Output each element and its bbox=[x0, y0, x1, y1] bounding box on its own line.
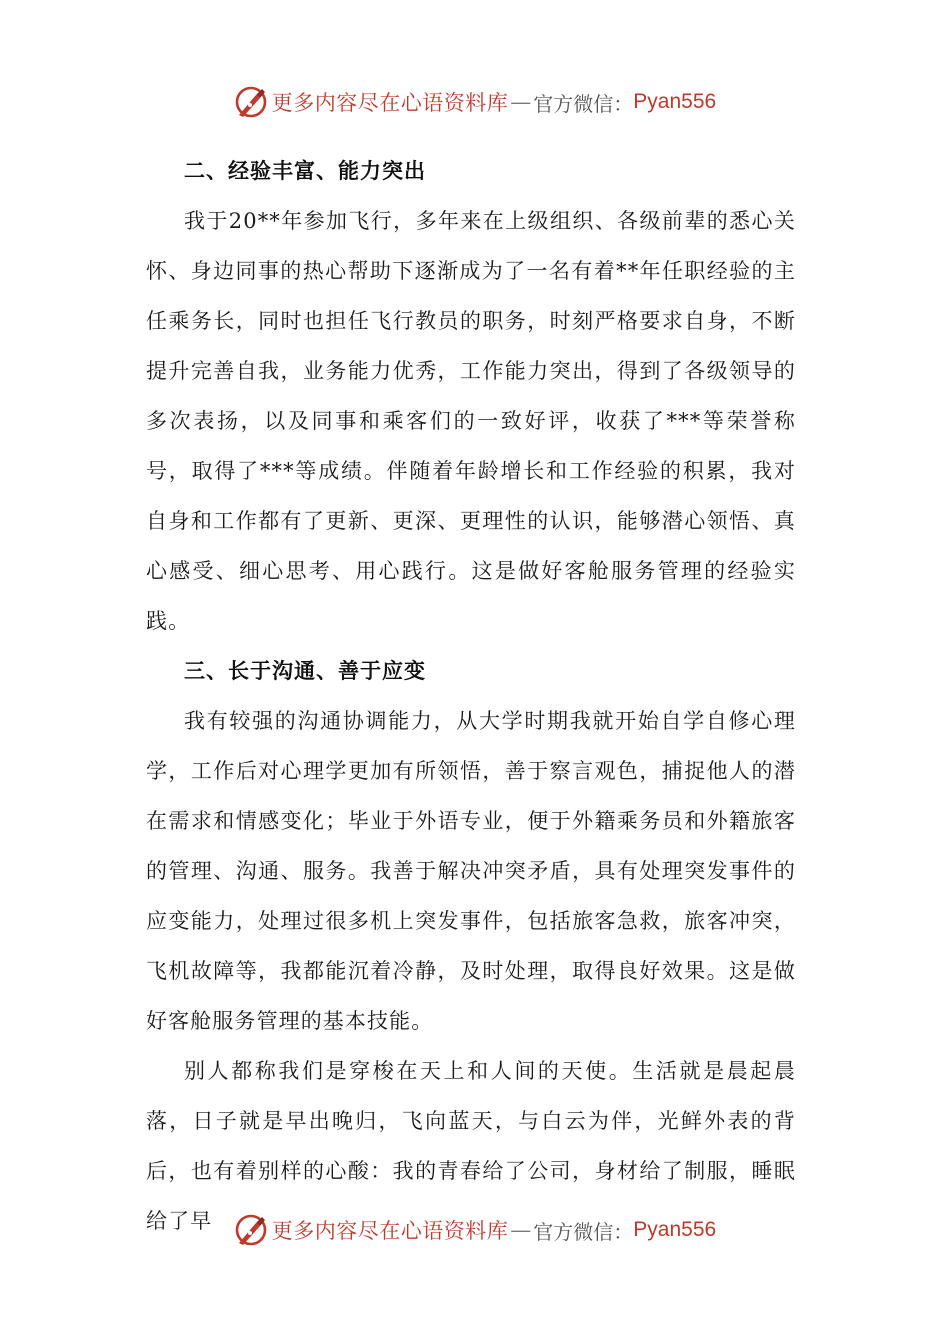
banner-dash: — bbox=[510, 1218, 532, 1242]
banner-wechat-id: Pyan556 bbox=[633, 90, 717, 113]
banner-dash: — bbox=[510, 90, 532, 114]
banner-slogan: 更多内容尽在心语资料库 bbox=[271, 1219, 509, 1243]
paragraph-experience: 我于20**年参加飞行，多年来在上级组织、各级前辈的悉心关怀、身边同事的热心帮助下逐渐成为了一名有着**年任职经验的主任乘务长，同时也担任飞行教员的职务，时刻严格要求自身，不断提升完善自我，业务能力优秀，工作能力突出，得到了各级领导的多次表扬，以及同事和乘客们的一致好评，收获了***等荣誉称号，取得了***等成绩。伴随着年龄增长和工作经验的积累，我对自身和工作都有了更新、更深、更理性的认识，能够潜心领悟、真心感受、细心思考、用心践行。这是做好客舱服务管理的经验实践。 bbox=[146, 209, 796, 633]
section-heading-communication: 三、长于沟通、善于应变 bbox=[184, 659, 426, 683]
banner-wechat-label: 官方微信： bbox=[533, 91, 634, 116]
document-body bbox=[146, 146, 796, 1246]
pen-logo-icon bbox=[234, 85, 268, 119]
pen-logo-icon bbox=[234, 1213, 268, 1247]
paragraph-closing: 别人都称我们是穿梭在天上和人间的天使。生活就是晨起晨落，日子就是早出晚归，飞向蓝天，与白云为伴，光鲜外表的背后，也有着别样的心酸：我的青春给了公司，身材给了制服，睡眠给了早 bbox=[146, 1059, 796, 1233]
banner-wechat-label: 官方微信： bbox=[533, 1219, 634, 1244]
banner-slogan: 更多内容尽在心语资料库 bbox=[271, 91, 509, 115]
section-heading-experience: 二、经验丰富、能力突出 bbox=[184, 159, 426, 183]
paragraph-communication: 我有较强的沟通协调能力，从大学时期我就开始自学自修心理学，工作后对心理学更加有所领悟，善于察言观色，捕捉他人的潜在需求和情感变化；毕业于外语专业，便于外籍乘务员和外籍旅客的管理、沟通、服务。我善于解决冲突矛盾，具有处理突发事件的应变能力，处理过很多机上突发事件，包括旅客急救，旅客冲突，飞机故障等，我都能沉着冷静，及时处理，取得良好效果。这是做好客舱服务管理的基本技能。 bbox=[146, 709, 796, 1033]
footer-banner bbox=[0, 1208, 950, 1252]
banner-wechat-id: Pyan556 bbox=[633, 1218, 717, 1241]
header-banner bbox=[0, 80, 950, 124]
